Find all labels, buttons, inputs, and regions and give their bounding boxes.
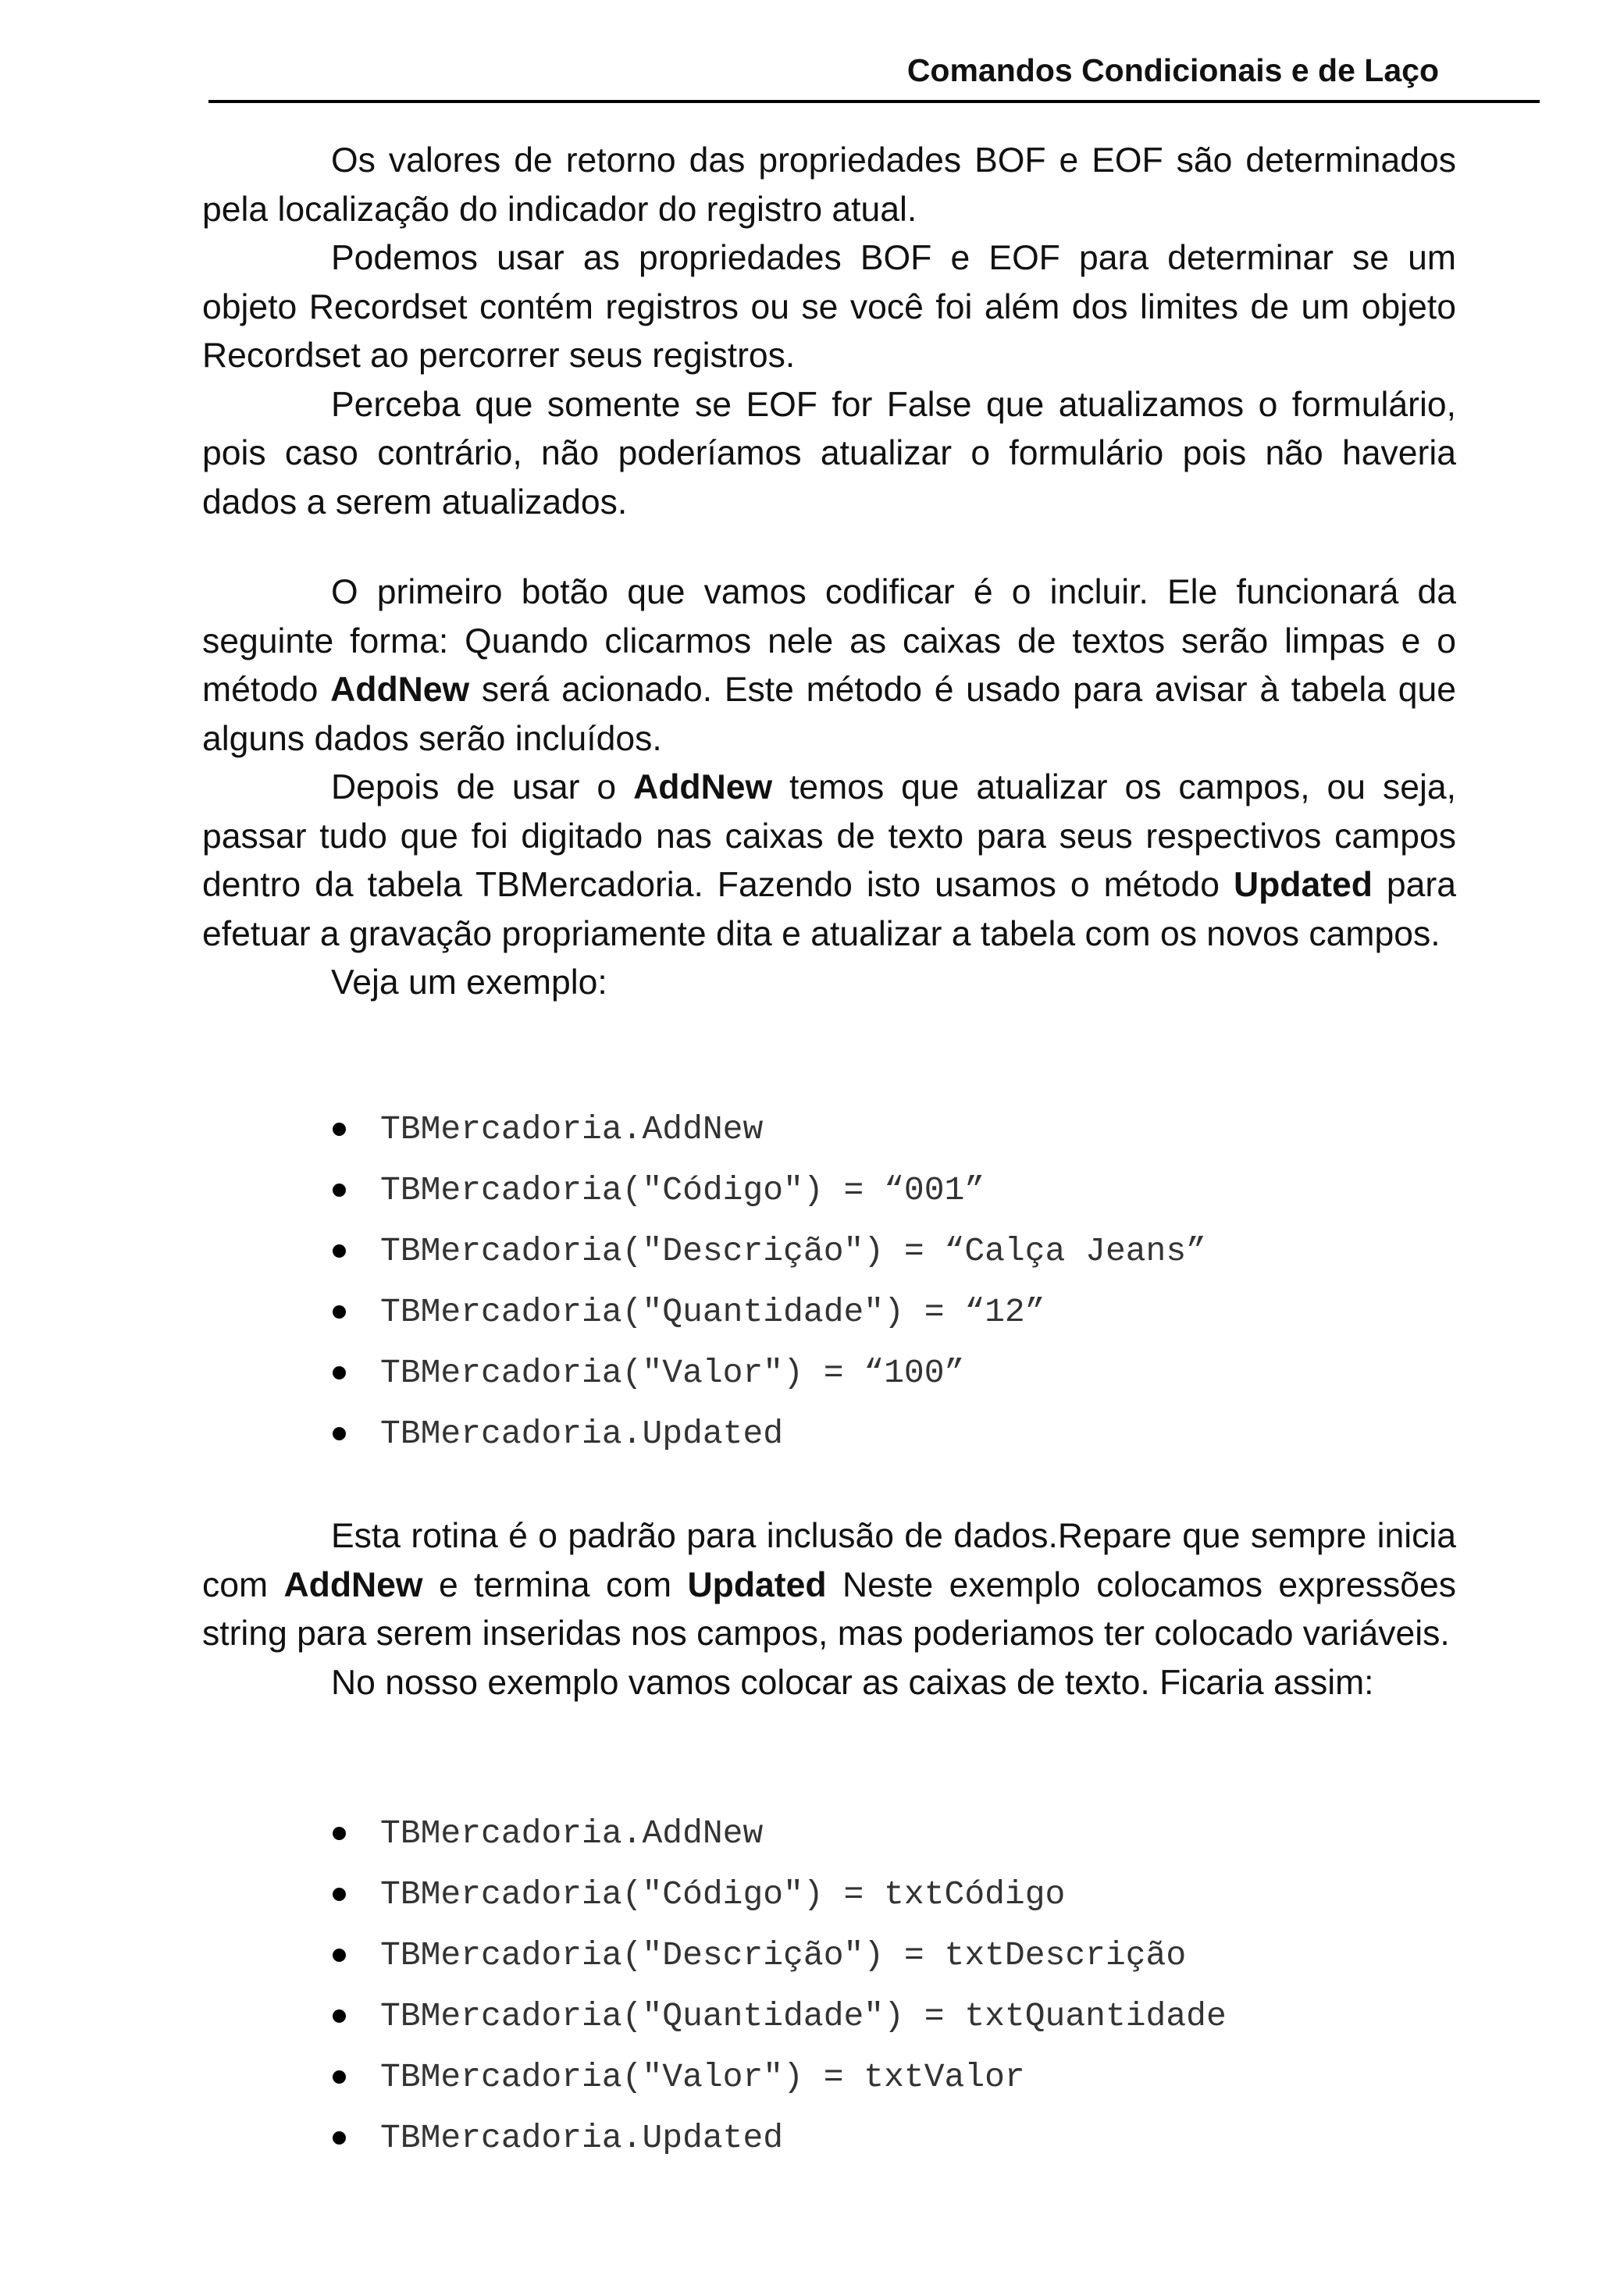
code-line: TBMercadoria("Quantidade") = txtQuantidade <box>328 1986 1227 2047</box>
bold-term: AddNew <box>283 1565 423 1604</box>
header-rule <box>208 100 1540 103</box>
bullet-icon <box>333 1305 346 1319</box>
code-line: TBMercadoria("Valor") = txtValor <box>328 2047 1227 2108</box>
code-line: TBMercadoria.Updated <box>328 1404 1206 1465</box>
code-example-list <box>328 1099 1206 1465</box>
paragraph: Esta rotina é o padrão para inclusão de dados.Repare que sempre inicia com AddNew e termina com Updated Neste exemplo colocamos expressões string para serem inseridas nos campos, mas poderiamos ter colocado variáveis. <box>202 1517 1456 1653</box>
routine-section <box>202 1512 1456 1707</box>
bullet-icon <box>333 1427 346 1440</box>
code-line: TBMercadoria("Descrição") = “Calça Jeans” <box>328 1221 1206 1282</box>
paragraph: No nosso exemplo vamos colocar as caixas de texto. Ficaria assim: <box>331 1663 1374 1702</box>
bold-term: Updated <box>687 1565 827 1604</box>
paragraph: Perceba que somente se EOF for False que atualizamos o formulário, pois caso contrário, não poderíamos atualizar o formulário pois não haveria dados a serem atualizados. <box>202 385 1456 521</box>
paragraph: Os valores de retorno das propriedades BOF e EOF são determinados pela localização do indicador do registro atual. <box>202 141 1456 229</box>
bullet-icon <box>333 2131 346 2145</box>
bullet-icon <box>333 2070 346 2084</box>
bullet-icon <box>333 1888 346 1901</box>
bullet-icon <box>333 2009 346 2023</box>
bullet-icon <box>333 1949 346 1962</box>
bullet-icon <box>333 1184 346 1197</box>
code-line: TBMercadoria.AddNew <box>328 1803 1227 1864</box>
code-line: TBMercadoria.AddNew <box>328 1099 1206 1160</box>
code-line: TBMercadoria("Código") = txtCódigo <box>328 1864 1227 1925</box>
paragraph: Podemos usar as propriedades BOF e EOF para determinar se um objeto Recordset contém registros ou se você foi além dos limites de um objeto Recordset ao percorrer seus registros. <box>202 239 1456 375</box>
bullet-icon <box>333 1244 346 1258</box>
paragraph: Depois de usar o AddNew temos que atualizar os campos, ou seja, passar tudo que foi digitado nas caixas de texto para seus respectivos campos dentro da tabela TBMercadoria. Fazendo isto usamos o método Updated para efetuar a gravação propriamente dita e atualizar a tabela com os novos campos. <box>202 768 1456 953</box>
page-header-title: Comandos Condicionais e de Laço <box>906 52 1439 88</box>
bullet-icon <box>333 1123 346 1136</box>
paragraph: Veja um exemplo: <box>331 963 607 1002</box>
bold-term: AddNew <box>633 768 773 806</box>
bold-term: AddNew <box>330 671 470 709</box>
paragraph: O primeiro botão que vamos codificar é o incluir. Ele funcionará da seguinte forma: Quando clicarmos nele as caixas de textos serão limpas e o método AddNew será acionado. Este método é usado para avisar à tabela que alguns dados serão incluídos. <box>202 573 1456 758</box>
code-line: TBMercadoria("Valor") = “100” <box>328 1343 1206 1404</box>
bold-term: Updated <box>1233 866 1373 904</box>
code-line: TBMercadoria.Updated <box>328 2108 1227 2169</box>
code-line: TBMercadoria("Código") = “001” <box>328 1160 1206 1221</box>
bullet-icon <box>333 1366 346 1379</box>
code-line: TBMercadoria("Quantidade") = “12” <box>328 1282 1206 1343</box>
intro-section <box>202 137 1456 527</box>
code-line: TBMercadoria("Descrição") = txtDescrição <box>328 1925 1227 1986</box>
code-example-list-textboxes <box>328 1803 1227 2169</box>
addnew-section <box>202 568 1456 1008</box>
bullet-icon <box>333 1827 346 1840</box>
